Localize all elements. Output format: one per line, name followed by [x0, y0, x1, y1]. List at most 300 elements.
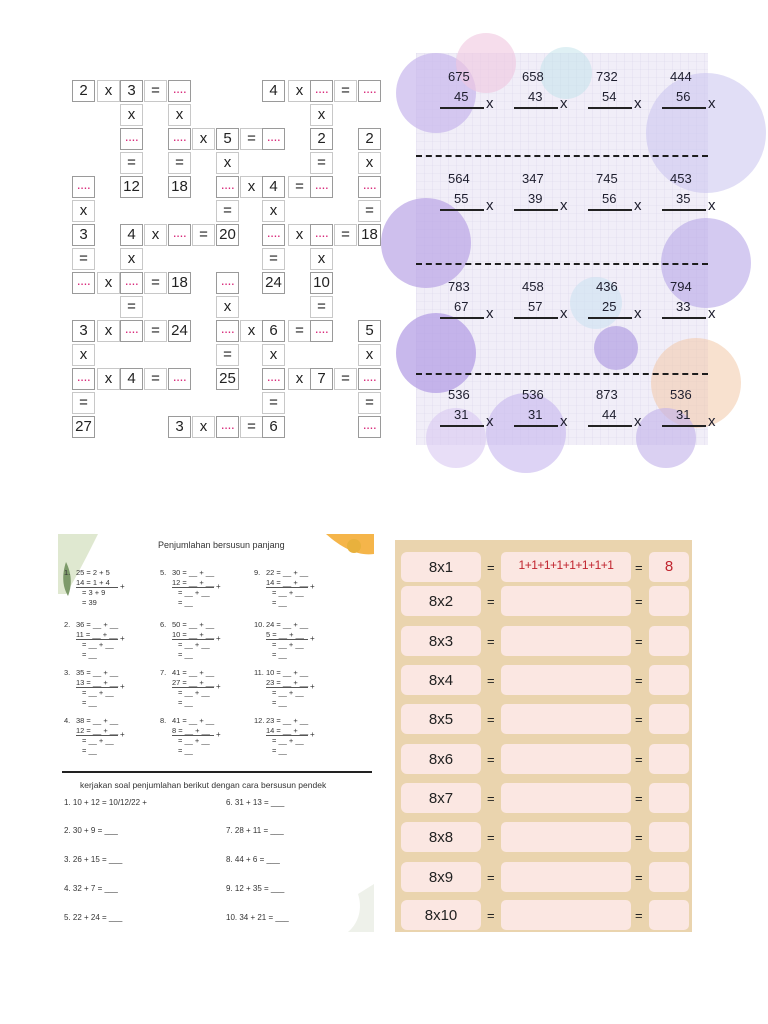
blank-answer-cell[interactable]: ....: [216, 272, 239, 294]
times-sign: x: [708, 95, 716, 112]
operator-cell: =: [334, 368, 357, 390]
multiplicand: 536: [448, 387, 470, 402]
sum-line: 41 = __ + __: [172, 716, 215, 725]
problem-number: 6.: [160, 620, 167, 629]
sum-line: = __ + __: [272, 736, 304, 745]
result-box[interactable]: [649, 704, 689, 734]
problem-number: 12.: [254, 716, 265, 725]
result-box[interactable]: [649, 586, 689, 616]
plus-sign: +: [216, 634, 221, 643]
multiplication-problem: [646, 57, 716, 117]
result-box[interactable]: 8: [649, 552, 689, 582]
worksheet-title: Penjumlahan bersusun panjang: [158, 540, 285, 550]
number-cell: 12: [120, 176, 143, 198]
multiplication-label: 8x6: [401, 744, 481, 774]
answer-line: [588, 107, 632, 109]
sum-line: 14 = __ + __: [266, 726, 309, 735]
sum-line: = __ + __: [178, 688, 210, 697]
multiplication-problem: [424, 57, 494, 117]
short-addition-problem: 4. 32 + 7 = ___: [64, 884, 118, 893]
operator-cell: =: [310, 296, 333, 318]
short-section-title: kerjakan soal penjumlahan berikut dengan cara bersusun pendek: [80, 780, 327, 790]
number-cell: 20: [216, 224, 239, 246]
multiplier: 33: [676, 299, 691, 314]
times-sign: x: [634, 305, 642, 322]
long-addition-problem: [160, 620, 250, 668]
equals-sign: =: [487, 712, 495, 727]
number-cell: 6: [262, 320, 285, 342]
result-box[interactable]: [649, 862, 689, 892]
repeated-addition-box[interactable]: [501, 744, 631, 774]
equals-sign: =: [487, 870, 495, 885]
number-cell: 3: [72, 320, 95, 342]
equals-sign: =: [635, 908, 643, 923]
repeated-addition-box[interactable]: [501, 783, 631, 813]
long-addition-problem: [160, 668, 250, 716]
operator-cell: =: [334, 80, 357, 102]
number-cell: 4: [120, 368, 143, 390]
sum-line: = __: [178, 598, 193, 607]
equals-sign: =: [487, 830, 495, 845]
times-sign: x: [486, 413, 494, 430]
problem-number: 4.: [64, 716, 71, 725]
number-cell: 2: [358, 128, 381, 150]
sum-rule: [76, 587, 118, 588]
number-cell: 7: [310, 368, 333, 390]
operator-cell: =: [144, 368, 167, 390]
plus-sign: +: [216, 582, 221, 591]
long-addition-problem: [64, 668, 154, 716]
long-multiplication-worksheet: [416, 53, 716, 445]
operator-cell: x: [97, 368, 120, 390]
multiplier: 35: [676, 191, 691, 206]
operator-cell: =: [72, 248, 95, 270]
plus-sign: +: [120, 682, 125, 691]
result-box[interactable]: [649, 626, 689, 656]
multiplication-problem: [572, 159, 642, 219]
times-sign: x: [708, 197, 716, 214]
result-box[interactable]: [649, 900, 689, 930]
operator-cell: x: [120, 248, 143, 270]
equals-sign: =: [487, 908, 495, 923]
short-addition-problem: 7. 28 + 11 = ___: [226, 826, 284, 835]
operator-cell: x: [288, 368, 311, 390]
multiplication-problem: [646, 267, 716, 327]
multiplication-label: 8x5: [401, 704, 481, 734]
sum-rule: [76, 687, 118, 688]
multiplier: 31: [528, 407, 543, 422]
operator-cell: =: [310, 152, 333, 174]
repeated-addition-box[interactable]: [501, 704, 631, 734]
multiplicand: 347: [522, 171, 544, 186]
sum-line: = __ + __: [178, 640, 210, 649]
blank-answer-cell[interactable]: ....: [358, 368, 381, 390]
multiplication-problem: [424, 375, 494, 435]
problem-number: 10.: [254, 620, 265, 629]
sum-rule: [266, 735, 308, 736]
result-box[interactable]: [649, 744, 689, 774]
blank-answer-cell[interactable]: ....: [358, 416, 381, 438]
problem-number: 3.: [64, 668, 71, 677]
short-addition-problem: 3. 26 + 15 = ___: [64, 855, 123, 864]
problem-number: 8.: [160, 716, 167, 725]
times-sign: x: [634, 413, 642, 430]
sum-line: 41 = __ + __: [172, 668, 215, 677]
blank-answer-cell[interactable]: ....: [72, 272, 95, 294]
number-cell: 24: [168, 320, 191, 342]
sum-line: 23 = __ + __: [266, 678, 309, 687]
long-addition-problem: [254, 668, 344, 716]
operator-cell: =: [358, 200, 381, 222]
operator-cell: x: [216, 152, 239, 174]
number-cell: 4: [120, 224, 143, 246]
equals-sign: =: [635, 791, 643, 806]
long-addition-problem: [64, 568, 154, 616]
equals-sign: =: [635, 752, 643, 767]
multiplicand: 658: [522, 69, 544, 84]
long-addition-problem: [160, 716, 250, 764]
sum-line: 30 = __ + __: [172, 568, 215, 577]
sum-line: 24 = __ + __: [266, 620, 309, 629]
sum-line: = __: [272, 698, 287, 707]
operator-cell: x: [216, 296, 239, 318]
cross-multiplication-puzzle: [72, 78, 390, 440]
short-addition-problem: 10. 34 + 21 = ___: [226, 913, 289, 922]
times-sign: x: [486, 95, 494, 112]
blank-answer-cell[interactable]: ....: [310, 80, 333, 102]
multiplier: 56: [602, 191, 617, 206]
operator-cell: =: [192, 224, 215, 246]
equals-sign: =: [635, 560, 643, 575]
sum-line: = __ + __: [82, 688, 114, 697]
long-addition-problem: [254, 716, 344, 764]
answer-line: [588, 209, 632, 211]
sum-line: = 3 + 9: [82, 588, 106, 597]
sum-line: = __: [178, 698, 193, 707]
repeated-addition-box[interactable]: [501, 665, 631, 695]
operator-cell: x: [168, 104, 191, 126]
sum-line: 8 = __ + __: [172, 726, 210, 735]
times-table-row: [401, 552, 685, 582]
multiplicand: 453: [670, 171, 692, 186]
sum-line: = __ + __: [82, 736, 114, 745]
multiplicand: 458: [522, 279, 544, 294]
plus-sign: +: [216, 682, 221, 691]
operator-cell: x: [240, 320, 263, 342]
equals-sign: =: [487, 560, 495, 575]
multiplicand: 794: [670, 279, 692, 294]
sum-line: = __ + __: [178, 588, 210, 597]
operator-cell: =: [262, 392, 285, 414]
problem-number: 5.: [160, 568, 167, 577]
operator-cell: =: [72, 392, 95, 414]
blank-answer-cell[interactable]: ....: [168, 224, 191, 246]
multiplication-label: 8x4: [401, 665, 481, 695]
blank-answer-cell[interactable]: ....: [310, 320, 333, 342]
sum-line: 10 = __ + __: [172, 630, 215, 639]
multiplicand: 536: [522, 387, 544, 402]
multiplicand: 732: [596, 69, 618, 84]
times-table-row: [401, 822, 685, 852]
number-cell: 4: [262, 80, 285, 102]
multiplication-problem: [572, 57, 642, 117]
answer-line: [440, 107, 484, 109]
operator-cell: =: [168, 152, 191, 174]
number-cell: 2: [72, 80, 95, 102]
dashed-separator: [416, 263, 708, 265]
sum-line: 23 = __ + __: [266, 716, 309, 725]
blank-answer-cell[interactable]: ....: [358, 176, 381, 198]
repeated-addition-box[interactable]: [501, 862, 631, 892]
sum-rule: [172, 735, 214, 736]
times-sign: x: [634, 95, 642, 112]
long-addition-problem: [64, 620, 154, 668]
times-sign: x: [560, 197, 568, 214]
multiplication-problem: [572, 267, 642, 327]
problem-number: 1.: [64, 568, 71, 577]
sum-line: = __ + __: [82, 640, 114, 649]
blank-answer-cell[interactable]: ....: [262, 224, 285, 246]
sum-line: 14 = __ + __: [266, 578, 309, 587]
times-table-row: [401, 665, 685, 695]
operator-cell: =: [358, 392, 381, 414]
multiplication-label: 8x1: [401, 552, 481, 582]
blank-answer-cell[interactable]: ....: [310, 176, 333, 198]
operator-cell: x: [262, 200, 285, 222]
answer-line: [662, 107, 706, 109]
sum-line: 27 = __ + __: [172, 678, 215, 687]
blank-answer-cell[interactable]: ....: [262, 128, 285, 150]
result-box[interactable]: [649, 822, 689, 852]
operator-cell: x: [120, 104, 143, 126]
repeated-addition-box[interactable]: [501, 586, 631, 616]
operator-cell: x: [192, 128, 215, 150]
answer-line: [514, 317, 558, 319]
plus-sign: +: [310, 730, 315, 739]
sum-rule: [172, 587, 214, 588]
times-table-row: [401, 704, 685, 734]
short-addition-problem: 2. 30 + 9 = ___: [64, 826, 118, 835]
short-addition-problem: 1. 10 + 12 = 10/12/22 +: [64, 798, 147, 807]
repeated-addition-box[interactable]: 1+1+1+1+1+1+1+1: [501, 552, 631, 582]
operator-cell: x: [144, 224, 167, 246]
times-sign: x: [486, 197, 494, 214]
answer-line: [588, 317, 632, 319]
multiplication-label: 8x7: [401, 783, 481, 813]
equals-sign: =: [635, 870, 643, 885]
blank-answer-cell[interactable]: ....: [168, 80, 191, 102]
multiplicand: 564: [448, 171, 470, 186]
number-cell: 3: [120, 80, 143, 102]
short-addition-problem: 8. 44 + 6 = ___: [226, 855, 280, 864]
answer-line: [440, 317, 484, 319]
blank-answer-cell[interactable]: ....: [72, 368, 95, 390]
multiplier: 31: [676, 407, 691, 422]
sum-line: 25 = 2 + 5: [76, 568, 110, 577]
blank-answer-cell[interactable]: ....: [216, 416, 239, 438]
section-divider: [62, 771, 372, 773]
answer-line: [662, 425, 706, 427]
times-sign: x: [560, 95, 568, 112]
equals-sign: =: [487, 791, 495, 806]
number-cell: 27: [72, 416, 95, 438]
answer-line: [514, 209, 558, 211]
blank-answer-cell[interactable]: ....: [216, 320, 239, 342]
times-table-row: [401, 586, 685, 616]
long-addition-problem: [64, 716, 154, 764]
operator-cell: x: [97, 80, 120, 102]
multiplicand: 675: [448, 69, 470, 84]
times-table-row: [401, 900, 685, 930]
blank-answer-cell[interactable]: ....: [120, 320, 143, 342]
answer-line: [514, 425, 558, 427]
sum-line: = __ + __: [272, 688, 304, 697]
multiplication-problem: [498, 375, 568, 435]
blank-answer-cell[interactable]: ....: [216, 176, 239, 198]
times-table-row: [401, 626, 685, 656]
operator-cell: =: [240, 416, 263, 438]
times-table-8-worksheet: [395, 540, 692, 932]
sum-line: = __ + __: [178, 736, 210, 745]
addition-worksheet: [58, 534, 374, 932]
short-addition-problem: 5. 22 + 24 = ___: [64, 913, 123, 922]
equals-sign: =: [635, 712, 643, 727]
equals-sign: =: [487, 594, 495, 609]
plus-sign: +: [120, 582, 125, 591]
sum-line: = 39: [82, 598, 97, 607]
number-cell: 24: [262, 272, 285, 294]
operator-cell: x: [97, 320, 120, 342]
sum-line: = __: [82, 746, 97, 755]
times-sign: x: [560, 305, 568, 322]
blank-answer-cell[interactable]: ....: [262, 368, 285, 390]
operator-cell: x: [192, 416, 215, 438]
blank-answer-cell[interactable]: ....: [120, 128, 143, 150]
operator-cell: x: [262, 344, 285, 366]
operator-cell: x: [310, 248, 333, 270]
number-cell: 18: [358, 224, 381, 246]
equals-sign: =: [635, 634, 643, 649]
long-addition-problem: [160, 568, 250, 616]
multiplication-problem: [572, 375, 642, 435]
operator-cell: x: [358, 344, 381, 366]
multiplier: 54: [602, 89, 617, 104]
multiplier: 57: [528, 299, 543, 314]
sum-line: 10 = __ + __: [266, 668, 309, 677]
repeated-addition-box[interactable]: [501, 900, 631, 930]
multiplication-problem: [424, 159, 494, 219]
blank-answer-cell[interactable]: ....: [168, 128, 191, 150]
times-sign: x: [486, 305, 494, 322]
operator-cell: =: [262, 248, 285, 270]
multiplier: 44: [602, 407, 617, 422]
equals-sign: =: [635, 594, 643, 609]
answer-line: [514, 107, 558, 109]
sum-line: = __: [82, 650, 97, 659]
number-cell: 3: [72, 224, 95, 246]
multiplication-problem: [498, 267, 568, 327]
result-box[interactable]: [649, 783, 689, 813]
dashed-separator: [416, 373, 708, 375]
number-cell: 10: [310, 272, 333, 294]
multiplication-label: 8x10: [401, 900, 481, 930]
operator-cell: x: [310, 104, 333, 126]
sum-line: 50 = __ + __: [172, 620, 215, 629]
number-cell: 18: [168, 272, 191, 294]
multiplication-problem: [646, 159, 716, 219]
multiplicand: 873: [596, 387, 618, 402]
multiplicand: 745: [596, 171, 618, 186]
problem-number: 11.: [254, 668, 264, 677]
times-table-row: [401, 783, 685, 813]
sum-line: 13 = __ + __: [76, 678, 119, 687]
blank-answer-cell[interactable]: ....: [310, 224, 333, 246]
number-cell: 18: [168, 176, 191, 198]
sum-line: 12 = __ + __: [172, 578, 215, 587]
repeated-addition-box[interactable]: [501, 822, 631, 852]
operator-cell: =: [216, 344, 239, 366]
multiplier: 39: [528, 191, 543, 206]
multiplicand: 444: [670, 69, 692, 84]
answer-line: [440, 425, 484, 427]
sum-rule: [76, 735, 118, 736]
number-cell: 4: [262, 176, 285, 198]
multiplier: 31: [454, 407, 469, 422]
multiplication-label: 8x8: [401, 822, 481, 852]
sum-line: 11 = __ + __: [76, 630, 118, 639]
operator-cell: x: [288, 80, 311, 102]
number-cell: 5: [358, 320, 381, 342]
blank-answer-cell[interactable]: ....: [120, 272, 143, 294]
plus-sign: +: [310, 582, 315, 591]
plus-sign: +: [310, 682, 315, 691]
blank-answer-cell[interactable]: ....: [168, 368, 191, 390]
problem-number: 7.: [160, 668, 167, 677]
times-table-row: [401, 862, 685, 892]
sum-line: 12 = __ + __: [76, 726, 119, 735]
sum-line: 14 = 1 + 4: [76, 578, 110, 587]
times-sign: x: [708, 413, 716, 430]
operator-cell: x: [288, 224, 311, 246]
sum-rule: [76, 639, 118, 640]
plus-sign: +: [310, 634, 315, 643]
blank-answer-cell[interactable]: ....: [72, 176, 95, 198]
number-cell: 5: [216, 128, 239, 150]
sum-rule: [172, 639, 214, 640]
sum-rule: [266, 639, 308, 640]
sum-line: 36 = __ + __: [76, 620, 119, 629]
operator-cell: =: [288, 176, 311, 198]
multiplication-problem: [498, 159, 568, 219]
operator-cell: =: [144, 80, 167, 102]
short-addition-problem: 9. 12 + 35 = ___: [226, 884, 285, 893]
blank-answer-cell[interactable]: ....: [358, 80, 381, 102]
result-box[interactable]: [649, 665, 689, 695]
repeated-addition-box[interactable]: [501, 626, 631, 656]
multiplier: 56: [676, 89, 691, 104]
plus-sign: +: [120, 634, 125, 643]
number-cell: 3: [168, 416, 191, 438]
equals-sign: =: [487, 634, 495, 649]
operator-cell: =: [288, 320, 311, 342]
operator-cell: =: [144, 320, 167, 342]
sum-line: 22 = __ + __: [266, 568, 309, 577]
multiplication-problem: [498, 57, 568, 117]
sum-line: = __: [82, 698, 97, 707]
operator-cell: =: [334, 224, 357, 246]
answer-line: [662, 317, 706, 319]
operator-cell: x: [358, 152, 381, 174]
